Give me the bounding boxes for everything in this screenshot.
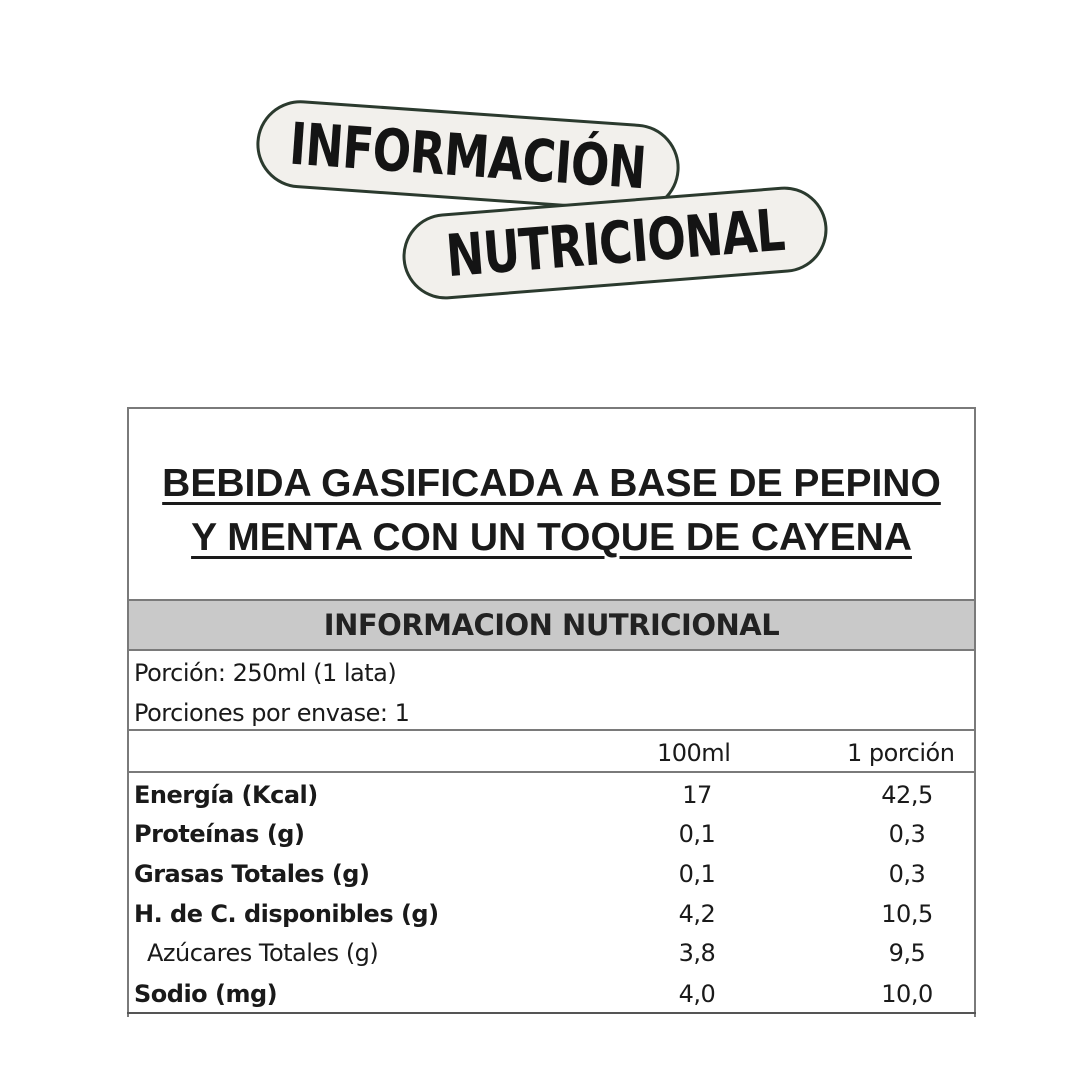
- nutrient-label: Energía (Kcal): [134, 781, 318, 809]
- nutrient-row-protein: [129, 814, 974, 854]
- nutrient-label: Proteínas (g): [134, 820, 305, 848]
- nutrient-value-100ml: 4,0: [678, 980, 716, 1008]
- nutrient-row-carbs: [129, 894, 974, 934]
- nutrient-value-100ml: 3,8: [678, 939, 716, 967]
- servings-per-container: Porciones por envase: 1: [134, 699, 410, 727]
- nutrient-value-100ml: 4,2: [678, 900, 716, 928]
- nutrient-value-portion: 10,0: [881, 980, 933, 1008]
- nutrient-label: Sodio (mg): [134, 980, 278, 1008]
- nutrient-value-100ml: 17: [682, 781, 712, 809]
- nutrient-label: Azúcares Totales (g): [147, 939, 379, 967]
- product-title-line2: Y MENTA CON UN TOQUE DE CAYENA: [191, 516, 912, 559]
- nutrient-value-portion: 9,5: [888, 939, 926, 967]
- bottom-rule: [127, 1012, 976, 1014]
- nutrient-value-100ml: 0,1: [678, 820, 716, 848]
- nutrient-value-portion: 10,5: [881, 900, 933, 928]
- divider: [129, 771, 974, 773]
- product-title: [129, 457, 974, 565]
- column-header-100ml: 100ml: [657, 739, 731, 767]
- nutrition-section-title: INFORMACION NUTRICIONAL: [129, 599, 974, 651]
- nutrition-label: [127, 407, 976, 1017]
- nutrient-value-portion: 0,3: [888, 860, 926, 888]
- nutrient-value-portion: 42,5: [881, 781, 933, 809]
- header-line1: INFORMACIÓN: [287, 109, 649, 203]
- nutrient-value-portion: 0,3: [888, 820, 926, 848]
- nutrient-row-energy: [129, 775, 974, 815]
- header-line2: NUTRICIONAL: [443, 195, 787, 291]
- product-title-line1: BEBIDA GASIFICADA A BASE DE PEPINO: [162, 462, 941, 505]
- header-pill-informacion: [253, 97, 682, 214]
- nutrient-row-sodium: [129, 974, 974, 1014]
- divider: [129, 729, 974, 731]
- column-header-portion: 1 porción: [847, 739, 955, 767]
- nutrient-row-sugars: [129, 933, 974, 973]
- nutrient-value-100ml: 0,1: [678, 860, 716, 888]
- nutrient-label: Grasas Totales (g): [134, 860, 370, 888]
- nutrient-row-total-fat: [129, 854, 974, 894]
- header-pill-nutricional: [399, 183, 830, 302]
- nutrient-label: H. de C. disponibles (g): [134, 900, 439, 928]
- serving-size: Porción: 250ml (1 lata): [134, 659, 397, 687]
